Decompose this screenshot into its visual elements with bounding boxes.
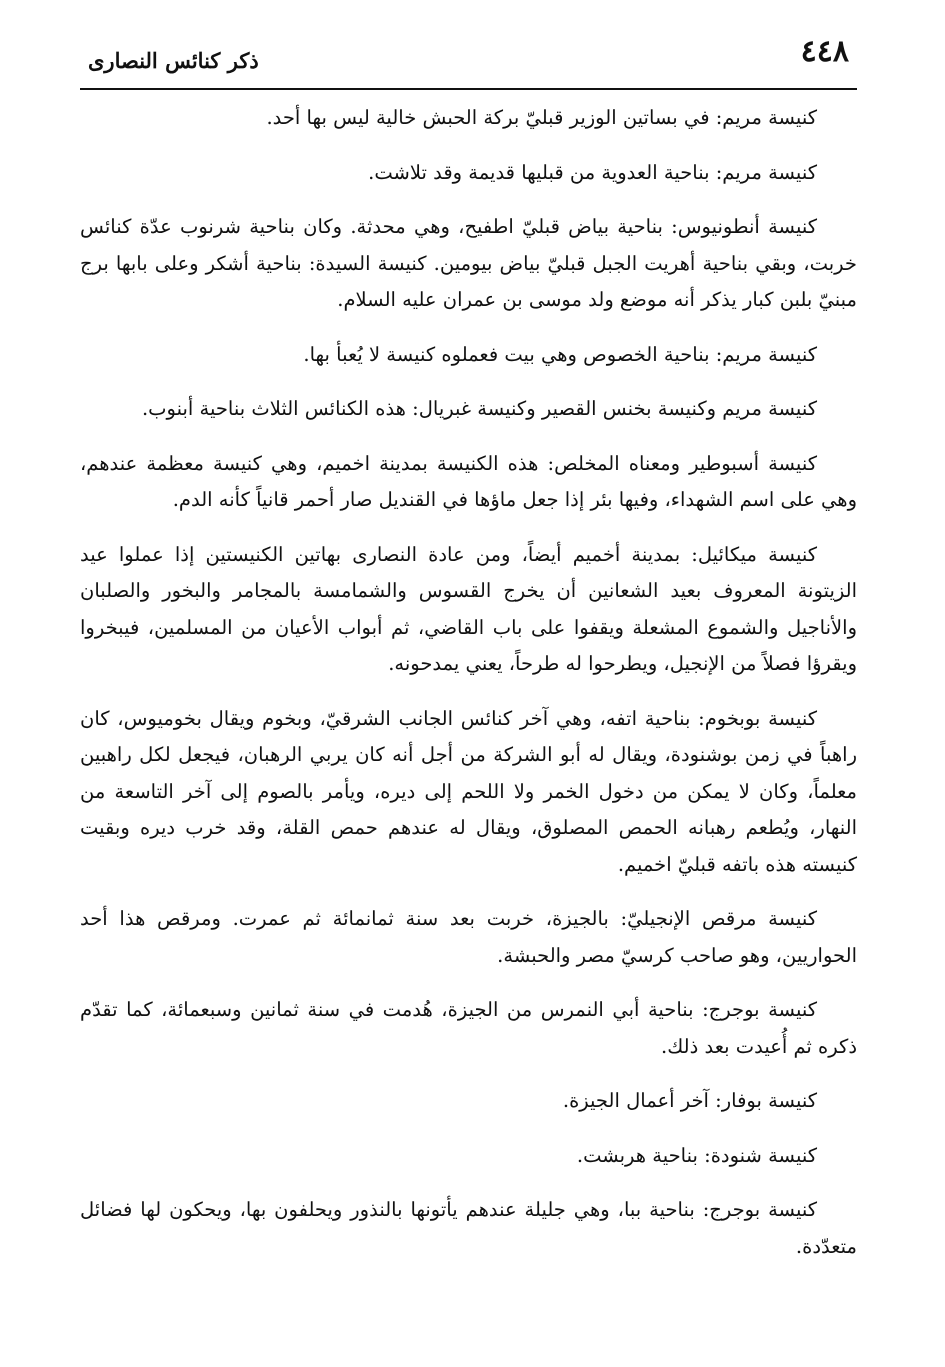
paragraph: كنيسة شنودة: بناحية هربشت. [576, 1143, 817, 1167]
running-title: ذكر كنائس النصارى [88, 48, 259, 73]
paragraph: كنيسة أنطونيوس: بناحية بياض قبليّ اطفيح، وهي محدثة. وكان بناحية شرنوب عدّة كنائس خربت، وبقي بناحية أهريت الجبل قبليّ بياض بيومين. كنيسة السيدة: بناحية أشكر وعلى بابها برج مبنيّ بلبن كبار يذكر أنه موضع ولد موسى بن عمران عليه السلام. [80, 215, 857, 311]
paragraph: كنيسة مرقص الإنجيليّ: بالجيزة، خربت بعد سنة ثمانمائة ثم عمرت. ومرقص هذا أحد الحواريين، وهو صاحب كرسيّ مصر والحبشة. [80, 907, 857, 967]
page-number: ٤٤٨ [800, 34, 849, 69]
page-body [80, 100, 857, 1283]
paragraph: كنيسة بوجرج: بناحية أبي النمرس من الجيزة، هُدمت في سنة ثمانين وسبعمائة، كما تقدّم ذكره ثم أُعيدت بعد ذلك. [80, 998, 857, 1058]
paragraph: كنيسة ميكائيل: بمدينة أخميم أيضاً، ومن عادة النصارى بهاتين الكنيستين إذا عملوا عيد الزيتونة المعروف بعيد الشعانين أن يخرج القسوس والشمامسة بالمجامر والبخور والصلبان والأناجيل والشموع المشعلة ويقفوا على باب القاضي، ثم أبواب الأعيان من المسلمين، فيبخروا ويقرؤا فصلاً من الإنجيل، ويطرحوا له طرحاً، يعني يمدحونه. [80, 542, 857, 675]
paragraph: كنيسة بوفار: آخر أعمال الجيزة. [562, 1089, 817, 1112]
paragraph: كنيسة مريم: في بساتين الوزير قبليّ بركة الحبش خالية ليس بها أحد. [266, 106, 817, 129]
paragraph: كنيسة مريم وكنيسة بخنس القصير وكنيسة غبريال: هذه الكنائس الثلاث بناحية أبنوب. [141, 397, 817, 420]
paragraph: كنيسة بوبخوم: بناحية اتفه، وهي آخر كنائس الجانب الشرقيّ، وبخوم ويقال بخوميوس، كان راهباً في زمن بوشنودة، ويقال له أبو الشركة من أجل أنه كان يربي الرهبان، فيجعل لكل راهبين معلماً، وكان لا يمكن من دخول الخمر ولا اللحم إلى ديره، ويأمر بالصوم إلى آخر التاسعة من النهار، ويُطعم رهبانه الحمص المصلوق، ويقال له عندهم حمص القلة، وقد خرب ديره وبقيت كنيسته هذه باتفه قبليّ اخميم. [80, 706, 857, 876]
paragraph: كنيسة مريم: بناحية الخصوص وهي بيت فعملوه كنيسة لا يُعبأ بها. [303, 342, 817, 366]
page-header [80, 28, 857, 90]
paragraph: كنيسة أسبوطير ومعناه المخلص: هذه الكنيسة بمدينة اخميم، وهي كنيسة معظمة عندهم، وهي على اسم الشهداء، وفيها بئر إذا جعل ماؤها في القنديل صار أحمر قانياً كأنه الدم. [80, 451, 857, 511]
paragraph: كنيسة بوجرج: بناحية ببا، وهي جليلة عندهم يأتونها بالنذور ويحلفون بها، ويحكون لها فضائل متعدّدة. [80, 1198, 857, 1258]
paragraph: كنيسة مريم: بناحية العدوية من قبليها قديمة وقد تلاشت. [368, 160, 817, 184]
